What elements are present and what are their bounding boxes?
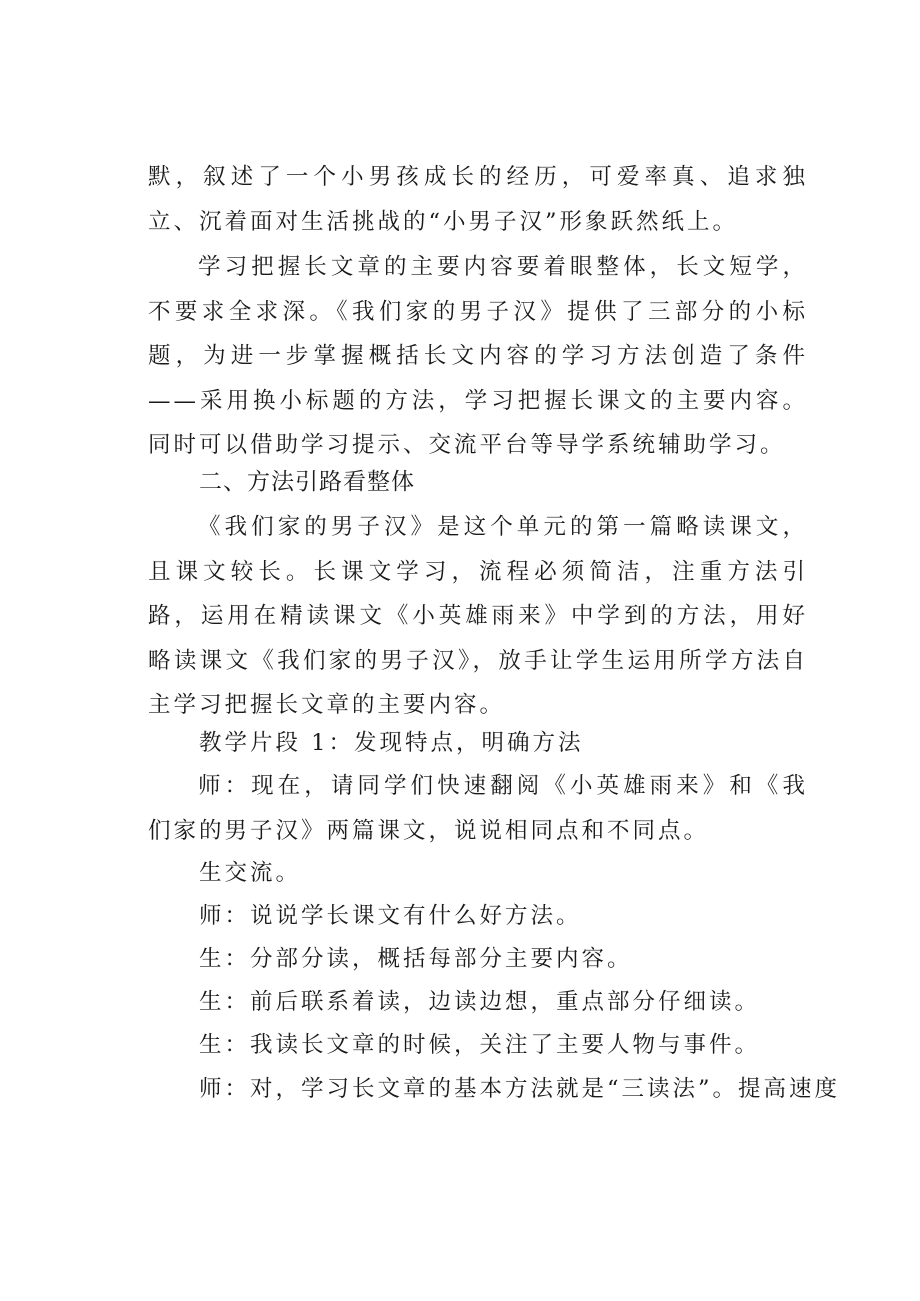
dialogue-student-exchange: 生交流。	[199, 860, 302, 886]
dialogue-student-2: 生：前后联系着读，边读边想，重点部分仔细读。	[199, 989, 761, 1015]
teaching-segment-title: 教学片段 1：发现特点，明确方法	[199, 730, 584, 756]
dialogue-student-1: 生：分部分读，概括每部分主要内容。	[199, 946, 633, 972]
dialogue-teacher-1: 师：现在，请同学们快速翻阅《小英雄雨来》和《我们家的男子汉》两篇课文，说说相同点和不同点。	[148, 773, 808, 844]
dialogue-teacher-3: 师：对，学习长文章的基本方法就是“三读法”。提高速度	[199, 1076, 841, 1102]
dialogue-student-3: 生：我读长文章的时候，关注了主要人物与事件。	[199, 1032, 761, 1058]
paragraph-main-content: 学习把握长文章的主要内容要着眼整体，长文短学，不要求全求深。《我们家的男子汉》提供了三部分的小标题，为进一步掌握概括长文内容的学习方法创造了条件——采用换小标题的方法，学习把握长课文的主要内容。同时可以借助学习提示、交流平台等导学系统辅助学习。	[148, 254, 808, 459]
paragraph-continuation: 默，叙述了一个小男孩成长的经历，可爱率真、追求独立、沉着面对生活挑战的“小男子汉”形象跃然纸上。	[148, 164, 808, 235]
dialogue-teacher-2: 师：说说学长课文有什么好方法。	[199, 903, 582, 929]
paragraph-method: 《我们家的男子汉》是这个单元的第一篇略读课文，且课文较长。长课文学习，流程必须简洁，注重方法引路，运用在精读课文《小英雄雨来》中学到的方法，用好略读课文《我们家的男子汉》，放手让学生运用所学方法自主学习把握长文章的主要内容。	[148, 514, 808, 719]
section-heading: 二、方法引路看整体	[199, 469, 415, 495]
